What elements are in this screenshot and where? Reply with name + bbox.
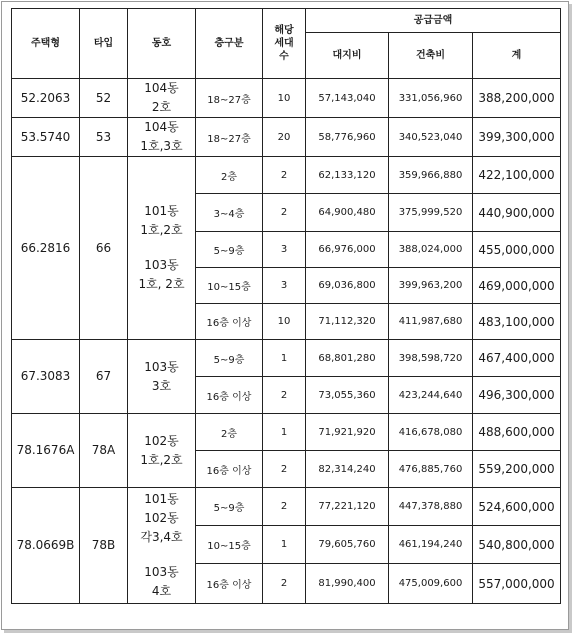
type-cell: 67 [80,340,128,414]
building-cost-cell: 423,244,640 [389,377,473,414]
dong-ho-line: 4호 [151,584,172,598]
units-cell: 2 [263,451,306,488]
land-cost-cell: 68,801,280 [306,340,389,377]
dong-ho-line: 102동 [144,433,179,448]
header-dong-ho: 동호 [128,9,196,79]
table-row [12,414,561,451]
supply-price-table [11,8,561,604]
table-row [12,340,561,377]
land-cost-cell: 57,143,040 [306,79,389,118]
total-cell: 540,800,000 [473,526,561,564]
dong-ho-line: 101동 [144,492,179,506]
dong-ho-cell [128,157,196,340]
dong-ho-line: 3호 [151,378,172,393]
housing-area-cell: 67.3083 [12,340,80,414]
dong-ho-line: 1호, 2호 [138,277,185,291]
land-cost-cell: 64,900,480 [306,194,389,232]
units-cell: 1 [263,526,306,564]
floor-cell: 3~4층 [196,194,263,232]
housing-area-cell: 78.0669B [12,488,80,604]
floor-cell: 5~9층 [196,340,263,377]
total-cell: 399,300,000 [473,118,561,157]
building-cost-cell: 447,378,880 [389,488,473,526]
dong-ho-cell [128,414,196,488]
land-cost-cell: 71,921,920 [306,414,389,451]
dong-ho-line: 1호,3호 [140,139,183,153]
land-cost-cell: 69,036,800 [306,268,389,304]
dong-ho-cell [128,488,196,604]
floor-cell: 18~27층 [196,118,263,157]
dong-ho-line: 104동 [144,120,179,134]
type-cell: 78A [80,414,128,488]
land-cost-cell: 79,605,760 [306,526,389,564]
floor-cell: 16층 이상 [196,377,263,414]
units-cell: 20 [263,118,306,157]
header-units-line: 해당 [274,25,294,36]
total-cell: 496,300,000 [473,377,561,414]
dong-ho-cell [128,340,196,414]
units-cell: 3 [263,268,306,304]
units-cell: 1 [263,340,306,377]
total-cell: 467,400,000 [473,340,561,377]
floor-cell: 2층 [196,157,263,194]
floor-cell: 10~15층 [196,268,263,304]
land-cost-cell: 82,314,240 [306,451,389,488]
housing-area-cell: 66.2816 [12,157,80,340]
header-housing-type: 주택형 [12,9,80,79]
total-cell: 488,600,000 [473,414,561,451]
total-cell: 455,000,000 [473,232,561,268]
land-cost-cell: 66,976,000 [306,232,389,268]
total-cell: 422,100,000 [473,157,561,194]
dong-ho-line: 103동 [144,565,179,579]
type-cell: 53 [80,118,128,157]
floor-cell: 16층 이상 [196,564,263,604]
building-cost-cell: 340,523,040 [389,118,473,157]
building-cost-cell: 331,056,960 [389,79,473,118]
dong-ho-cell [128,118,196,157]
units-cell: 2 [263,157,306,194]
building-cost-cell: 416,678,080 [389,414,473,451]
header-type: 타입 [80,9,128,79]
land-cost-cell: 73,055,360 [306,377,389,414]
units-cell: 10 [263,79,306,118]
header-units-line: 세대 [274,38,294,49]
total-cell: 559,200,000 [473,451,561,488]
dong-ho-line: 1호,2호 [140,452,183,467]
dong-ho-line: 101동 [144,204,179,218]
land-cost-cell: 81,990,400 [306,564,389,604]
type-cell: 66 [80,157,128,340]
housing-area-cell: 53.5740 [12,118,80,157]
building-cost-cell: 475,009,600 [389,564,473,604]
type-cell: 78B [80,488,128,604]
housing-area-cell: 78.1676A [12,414,80,488]
table-row [12,118,561,157]
units-cell: 1 [263,414,306,451]
floor-cell: 16층 이상 [196,304,263,340]
floor-cell: 5~9층 [196,232,263,268]
header-total: 계 [473,33,561,79]
building-cost-cell: 476,885,760 [389,451,473,488]
table-row [12,157,561,194]
units-cell: 2 [263,194,306,232]
dong-ho-line: 2호 [151,100,172,114]
building-cost-cell: 399,963,200 [389,268,473,304]
header-units-line: 수 [279,51,289,62]
dong-ho-line: 102동 [144,511,179,525]
dong-ho-line: 103동 [144,359,179,374]
dong-ho-cell [128,79,196,118]
floor-cell: 10~15층 [196,526,263,564]
units-cell: 2 [263,377,306,414]
total-cell: 483,100,000 [473,304,561,340]
header-supply-amount: 공급금액 [306,9,561,33]
dong-ho-line: 104동 [144,81,179,95]
dong-ho-gap [128,240,195,256]
header-land-cost: 대지비 [306,33,389,79]
units-cell: 3 [263,232,306,268]
floor-cell: 18~27층 [196,79,263,118]
floor-cell: 16층 이상 [196,451,263,488]
total-cell: 524,600,000 [473,488,561,526]
land-cost-cell: 58,776,960 [306,118,389,157]
building-cost-cell: 375,999,520 [389,194,473,232]
units-cell: 10 [263,304,306,340]
table-body [12,79,561,604]
dong-ho-line: 각3,4호 [140,530,183,544]
floor-cell: 5~9층 [196,488,263,526]
total-cell: 469,000,000 [473,268,561,304]
total-cell: 388,200,000 [473,79,561,118]
dong-ho-gap [128,547,195,563]
building-cost-cell: 411,987,680 [389,304,473,340]
building-cost-cell: 359,966,880 [389,157,473,194]
header-floor: 층구분 [196,9,263,79]
land-cost-cell: 62,133,120 [306,157,389,194]
building-cost-cell: 398,598,720 [389,340,473,377]
units-cell: 2 [263,564,306,604]
building-cost-cell: 388,024,000 [389,232,473,268]
housing-area-cell: 52.2063 [12,79,80,118]
table-row [12,79,561,118]
floor-cell: 2층 [196,414,263,451]
header-building-cost: 건축비 [389,33,473,79]
dong-ho-line: 103동 [144,258,179,272]
dong-ho-line: 1호,2호 [140,223,183,237]
table-row [12,488,561,526]
total-cell: 440,900,000 [473,194,561,232]
type-cell: 52 [80,79,128,118]
land-cost-cell: 77,221,120 [306,488,389,526]
building-cost-cell: 461,194,240 [389,526,473,564]
header-units [263,9,306,79]
units-cell: 2 [263,488,306,526]
land-cost-cell: 71,112,320 [306,304,389,340]
total-cell: 557,000,000 [473,564,561,604]
